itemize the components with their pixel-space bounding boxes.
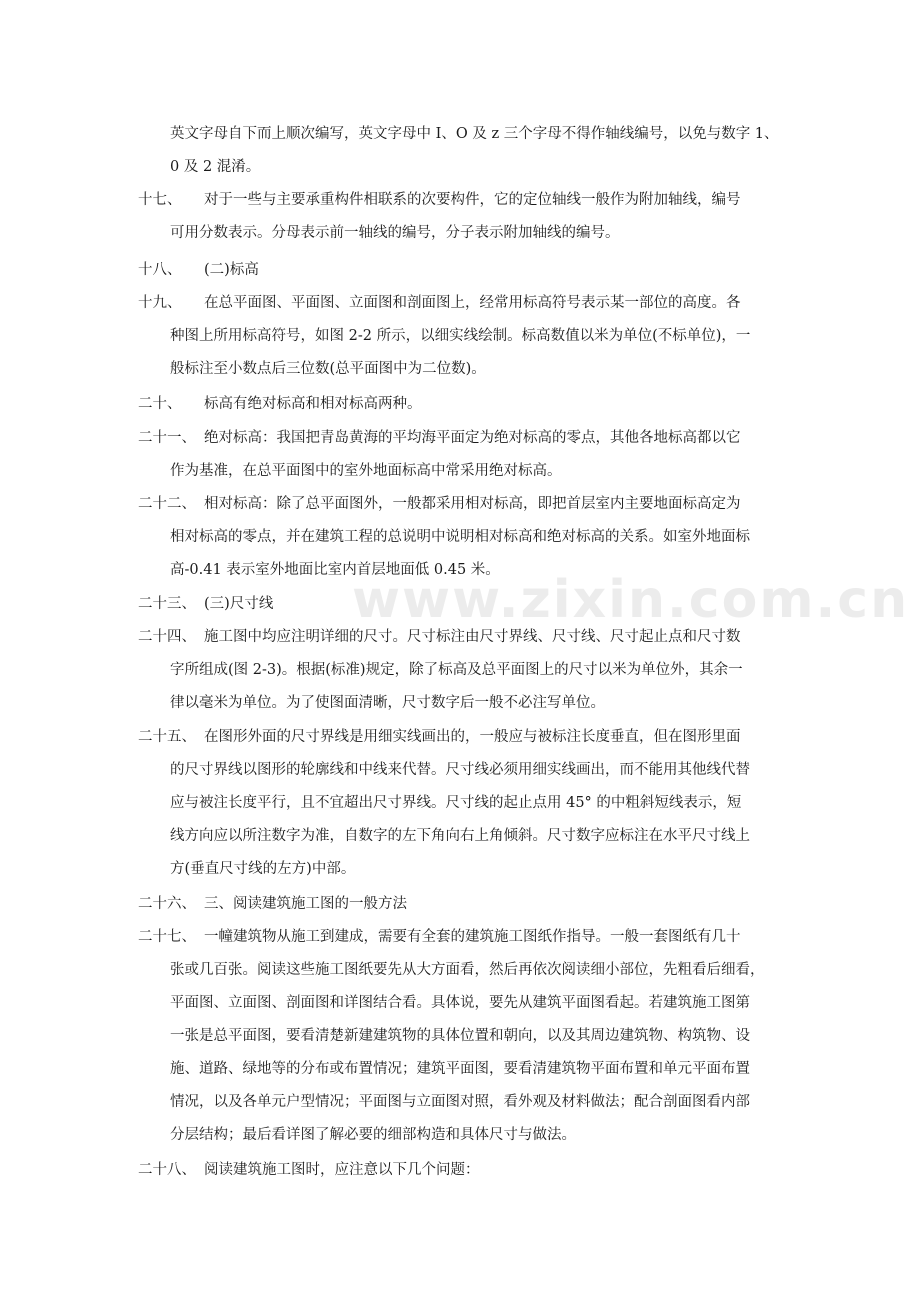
- item-label: 二十七、: [138, 929, 196, 945]
- item-17: [138, 184, 798, 250]
- item-label: 十八、: [138, 262, 182, 278]
- item-25: [138, 721, 798, 886]
- item-18: [138, 254, 798, 287]
- watermark: www.zixin.com.cn: [352, 570, 910, 630]
- item-continuation: 的尺寸界线以图形的轮廓线和中线来代替。尺寸线必须用细实线画出，而不能用其他线代替 应与被注长度平行，且不宜超出尺寸界线。尺寸线的起止点用 45° 的中粗斜短线表示，短 线方向应以所注数字为准，自数字的左下角向右上角倾斜。尺寸数字应标注在水平尺寸线上 方(垂直尺寸线的左方)中部。: [170, 762, 750, 877]
- item-label: 二十三、: [138, 596, 196, 612]
- item-continuation: 作为基准，在总平面图中的室外地面标高中常采用绝对标高。: [170, 463, 562, 479]
- item-continuation: 可用分数表示。分母表示前一轴线的编号，分子表示附加轴线的编号。: [170, 225, 620, 241]
- item-26: [138, 888, 798, 921]
- item-label: 二十二、: [138, 496, 196, 512]
- item-label: 二十五、: [138, 729, 196, 745]
- item-label: 十九、: [138, 295, 182, 311]
- item-first-line: 阅读建筑施工图时，应注意以下几个问题：: [204, 1162, 480, 1178]
- item-21: [138, 422, 798, 488]
- item-19: [138, 287, 798, 386]
- item-first-line: 在图形外面的尺寸界线是用细实线画出的，一般应与被标注长度垂直，但在图形里面: [204, 729, 741, 745]
- item-label: 二十六、: [138, 896, 196, 912]
- item-20: [138, 388, 798, 421]
- item-first-line: 对于一些与主要承重构件相联系的次要构件，它的定位轴线一般作为附加轴线，编号: [204, 192, 741, 208]
- item-first-line: 在总平面图、平面图、立面图和剖面图上，经常用标高符号表示某一部位的高度。各: [204, 295, 741, 311]
- item-label: 二十四、: [138, 629, 196, 645]
- item-27: [138, 921, 798, 1152]
- item-first-line: 相对标高：除了总平面图外，一般都采用相对标高，即把首层室内主要地面标高定为: [204, 496, 741, 512]
- item-first-line: 标高有绝对标高和相对标高两种。: [204, 396, 422, 412]
- item-24: [138, 621, 798, 720]
- item-first-line: (二)标高: [204, 262, 259, 278]
- item-28: [138, 1154, 798, 1187]
- item-label: 二十、: [138, 396, 182, 412]
- item-continuation: 张或几百张。阅读这些施工图纸要先从大方面看，然后再依次阅读细小部位，先粗看后细看， 平面图、立面图、剖面图和详图结合看。具体说，要先从建筑平面图看起。若建筑施工图第 一张是总平面图，要看清楚新建建筑物的具体位置和朝向，以及其周边建筑物、构筑物、设 施、道路、绿地等的分布或布置情况；建筑平面图，要看清建筑物平面布置和单元平面布置 情况，以及各单元户型情况；平面图与立面图对照，看外观及材料做法；配合剖面图看内部 分层结构；最后看详图了解必要的细部构造和具体尺寸与做法。: [170, 962, 765, 1143]
- item-first-line: 一幢建筑物从施工到建成，需要有全套的建筑施工图纸作指导。一般一套图纸有几十: [204, 929, 741, 945]
- item-23: [138, 588, 798, 621]
- item-first-line: 施工图中均应注明详细的尺寸。尺寸标注由尺寸界线、尺寸线、尺寸起止点和尺寸数: [204, 629, 741, 645]
- intro-paragraph: 英文字母自下而上顺次编写，英文字母中 I、O 及 z 三个字母不得作轴线编号，以免与数字 1、 0 及 2 混淆。: [170, 126, 779, 175]
- item-continuation: 种图上所用标高符号，如图 2-2 所示，以细实线绘制。标高数值以米为单位(不标单位)，一 般标注至小数点后三位数(总平面图中为二位数)。: [170, 328, 751, 377]
- item-label: 二十八、: [138, 1162, 196, 1178]
- item-label: 十七、: [138, 192, 182, 208]
- item-22: [138, 488, 798, 587]
- item-continuation: 相对标高的零点，并在建筑工程的总说明中说明相对标高和绝对标高的关系。如室外地面标 高-0.41 表示室外地面比室内首层地面低 0.45 米。: [170, 529, 750, 578]
- item-first-line: 绝对标高：我国把青岛黄海的平均海平面定为绝对标高的零点，其他各地标高都以它: [204, 430, 741, 446]
- item-first-line: (三)尺寸线: [204, 596, 274, 612]
- item-first-line: 三、阅读建筑施工图的一般方法: [204, 896, 407, 912]
- item-continuation: 字所组成(图 2-3)。根据(标准)规定，除了标高及总平面图上的尺寸以米为单位外，其余一 律以毫米为单位。为了使图面清晰，尺寸数字后一般不必注写单位。: [170, 662, 743, 711]
- item-label: 二十一、: [138, 430, 196, 446]
